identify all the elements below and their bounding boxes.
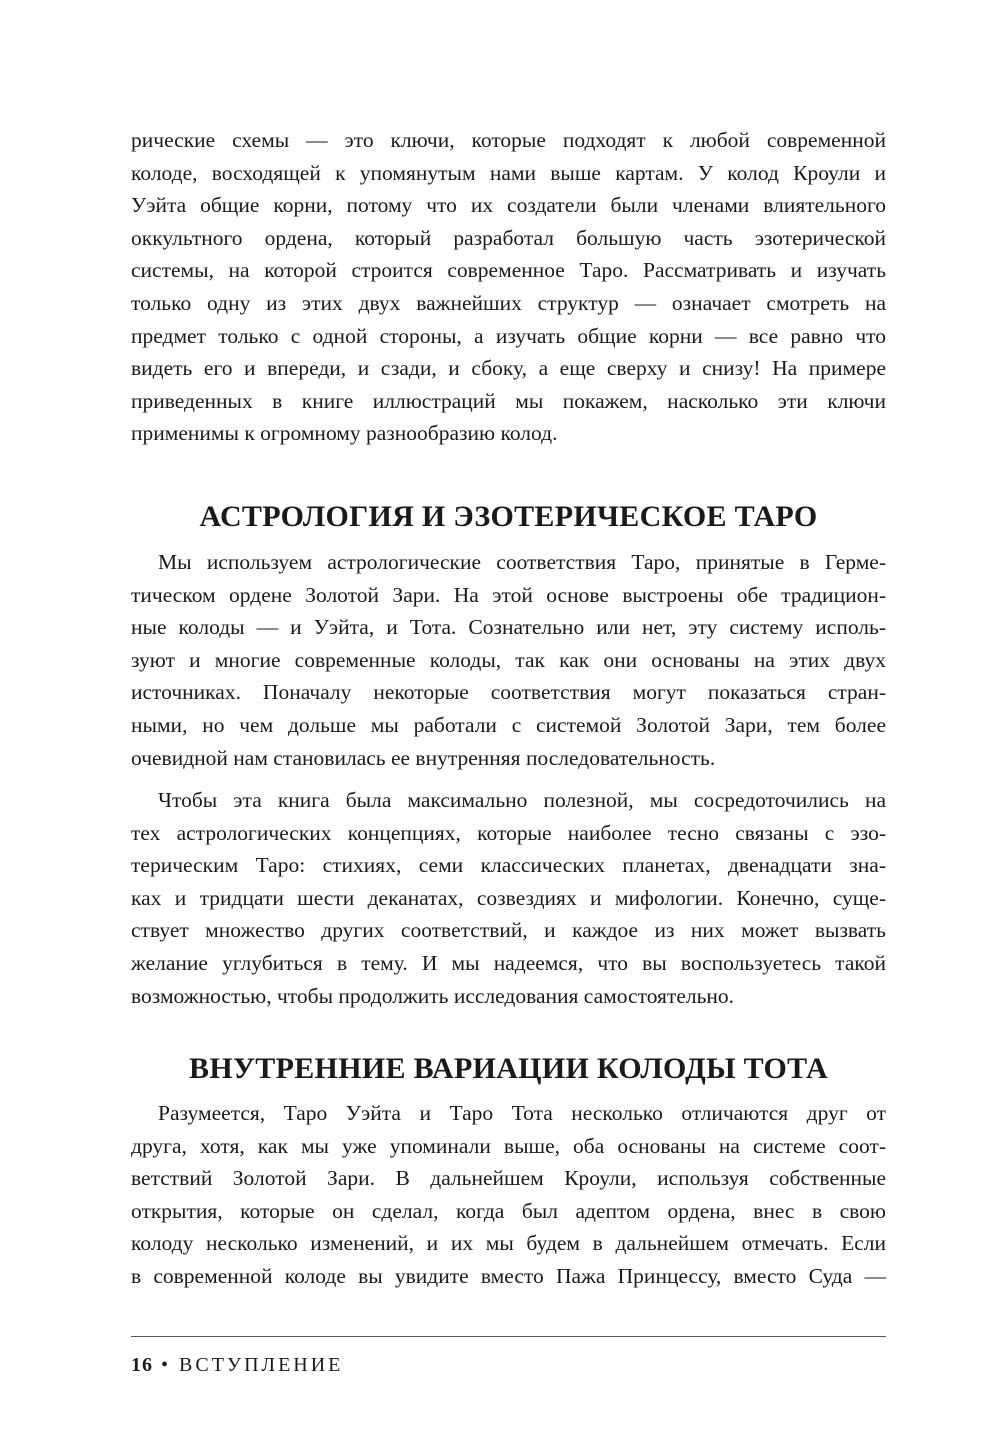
text-line: колоде, восходящей к упомянутым нами выше картам. У колод Кроули и [131,160,886,185]
text-line: ках и тридцати шести деканатах, созвездиях и мифологии. Конечно, суще- [131,885,886,910]
text-line: Уэйта общие корни, потому что их создатели были членами влиятельного [131,193,886,218]
text-line: оккультного ордена, который разработал большую часть эзотерической [131,225,886,250]
text-line: очевидной нам становилась ее внутренняя последовательность. [131,745,716,770]
paragraph-2 [131,546,886,774]
paragraph-4 [131,1097,886,1293]
text-line: только одну из этих двух важнейших структур — означает смотреть на [131,290,886,315]
text-line: предмет только с одной стороны, а изучать общие корни — все равно что [131,323,886,348]
text-line: в современной колоде вы увидите вместо Пажа Принцессу, вместо Суда — [131,1263,886,1288]
text-line: системы, на которой строится современное Таро. Рассматривать и изучать [131,258,886,283]
text-line: ные колоды — и Уэйта, и Тота. Сознательно или нет, эту систему исполь- [131,615,886,640]
text-line: применимы к огромному разнообразию колод. [131,421,558,446]
text-line: ветствий Золотой Зари. В дальнейшем Кроули, используя собственные [131,1166,886,1191]
text-line: желание углубиться в тему. И мы надеемся, что вы воспользуетесь такой [131,950,886,975]
paragraph-1 [131,124,886,450]
text-line: Чтобы эта книга была максимально полезной, мы сосредоточились на [158,788,886,812]
footer-divider [131,1336,886,1337]
text-line: тическом ордене Золотой Зари. На этой основе выстроены обе традицион- [131,582,886,607]
text-line: ствует множество других соответствий, и каждое из них может вызвать [131,918,886,943]
text-line: тех астрологических концепциях, которые наиболее тесно связаны с эзо- [131,820,886,845]
footer-separator: • [161,1354,172,1376]
text-line: терическим Таро: стихиях, семи классических планетах, двенадцати зна- [131,853,886,878]
page-number: 16 [131,1354,153,1376]
text-line: приведенных в книге иллюстраций мы покажем, насколько эти ключи [131,388,886,413]
text-line: зуют и многие современные колоды, так как они основаны на этих двух [131,647,886,672]
text-line: возможностью, чтобы продолжить исследования самостоятельно. [131,983,735,1008]
text-line: Разумеется, Таро Уэйта и Таро Тота несколько отличаются друг от [158,1101,886,1125]
text-line: ными, но чем дольше мы работали с системой Золотой Зари, тем более [131,712,886,737]
text-line: Мы используем астрологические соответствия Таро, принятые в Герме- [158,550,886,574]
page-footer [131,1354,343,1377]
text-line: открытия, которые он сделал, когда был адептом ордена, внес в свою [131,1198,886,1223]
text-line: видеть его и впереди, и сзади, и сбоку, а еще сверху и снизу! На примере [131,356,886,381]
paragraph-3 [131,784,886,1012]
section-name: ВСТУПЛЕНИЕ [179,1354,344,1376]
section-heading-astrology: АСТРОЛОГИЯ И ЭЗОТЕРИЧЕСКОЕ ТАРО [199,500,818,533]
text-line: колоду несколько изменений, и их мы будем в дальнейшем отмечать. Если [131,1231,886,1256]
text-line: источниках. Поначалу некоторые соответствия могут показаться стран- [131,680,886,705]
text-line: рические схемы — это ключи, которые подходят к любой современной [131,128,886,152]
text-line: друга, хотя, как мы уже упоминали выше, оба основаны на системе соот- [131,1133,886,1158]
section-heading-thoth-variations: ВНУТРЕННИЕ ВАРИАЦИИ КОЛОДЫ ТОТА [189,1052,828,1085]
